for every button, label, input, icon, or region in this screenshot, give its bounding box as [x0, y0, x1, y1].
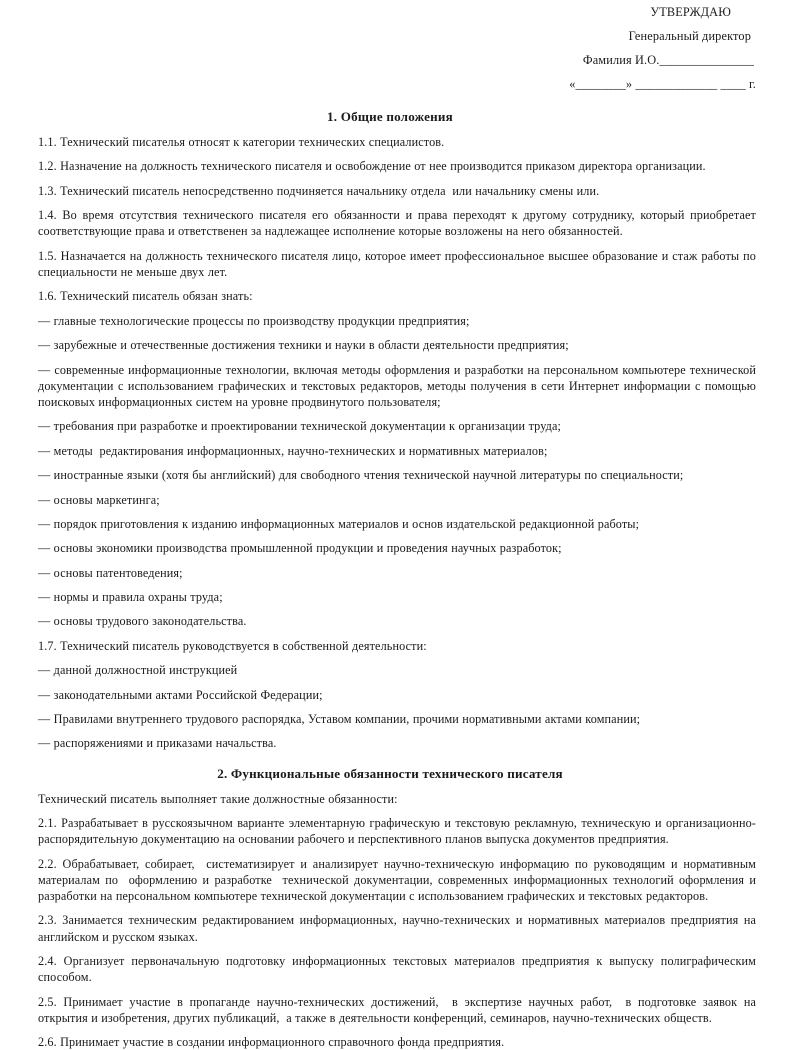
section-1-paragraphs [38, 134, 760, 752]
list-item-knowledge-9: — основы экономики производства промышленной продукции и проведения научных разработок; [38, 541, 562, 556]
paragraph-2-6: 2.6. Принимает участие в создании информационного справочного фонда предприятия. [38, 1035, 505, 1050]
approval-line-director: Генеральный директор [628, 29, 751, 43]
list-item-guidance-1: — данной должностной инструкцией [38, 663, 238, 678]
paragraph-1-2: 1.2. Назначение на должность технического писателя и освобождение от нее производится приказом директора организации. [38, 159, 706, 174]
paragraph-2-4: 2.4. Организует первоначальную подготовку информационных текстовых материалов предприятия к выпуску полиграфическим способом. [38, 953, 760, 985]
paragraph-2-2: 2.2. Обрабатывает, собирает, систематизирует и анализирует научно-техническую информацию по руководящим и нормативным материалам по оформлению и разработке технической документации, современных информационных технологий оформления и разработки на персональном компьютере технической документации с использованием графических и текстовых редакторов. [38, 856, 760, 903]
paragraph-2-intro: Технический писатель выполняет такие должностные обязанности: [38, 791, 398, 806]
list-item-knowledge-10: — основы патентоведения; [38, 565, 183, 580]
approval-line-utverzhdayu: УТВЕРЖДАЮ [650, 5, 731, 19]
paragraph-2-1: 2.1. Разрабатывает в русскоязычном варианте элементарную графическую и текстовую рекламную, техническую и организационно-распорядительную документацию на основании рабочего и перспективного планов выпуска документов предприятия. [38, 816, 756, 847]
list-item-knowledge-2: — зарубежные и отечественные достижения техники и науки в области деятельности предприятия; [38, 338, 569, 353]
paragraph-1-5: 1.5. Назначается на должность технического писателя лицо, которое имеет профессиональное высшее образование и стаж работы по специальности не меньше двух лет. [38, 248, 760, 279]
list-item-knowledge-3: — современные информационные технологии, включая методы оформления и разработки на персональном компьютере технической документации с использованием графических и текстовых редакторов, методы получения в сети Интернет информации с помощью поисковых информационных систем на уровне продвинутого пользователя; [38, 362, 760, 409]
section-heading-1: 1. Общие положения [327, 109, 453, 124]
section-2-paragraphs [38, 791, 760, 1050]
paragraph-1-4: 1.4. Во время отсутствия технического писателя его обязанности и права переходят к другому сотруднику, который приобретает соответствующие права и ответственен за надлежащее исполнение которые возложены на него обязанностей. [38, 208, 760, 239]
approval-line-name-field: Фамилия И.О._______________ [582, 53, 754, 67]
list-item-guidance-3: — Правилами внутреннего трудового распорядка, Уставом компании, прочими нормативными актами компании; [38, 712, 641, 727]
paragraph-2-5: 2.5. Принимает участие в пропаганде научно-технических достижений, в экспертизе научных работ, в подготовке заявок на открытия и изобретения, других публикаций, а также в деятельности конференций, семинаров, научно-технических обществ. [38, 994, 760, 1025]
list-item-knowledge-8: — порядок приготовления к изданию информационных материалов и основ издательской редакционной работы; [38, 516, 640, 531]
paragraph-1-1: 1.1. Технический писателья относят к категории технических специалистов. [38, 135, 445, 149]
list-item-knowledge-4: — требования при разработке и проектировании технической документации к организации труда; [38, 419, 562, 434]
paragraph-1-3: 1.3. Технический писатель непосредственно подчиняется начальнику отдела или начальнику смены или. [38, 183, 600, 198]
approval-block [38, 0, 756, 96]
list-item-knowledge-7: — основы маркетинга; [38, 492, 160, 507]
paragraph-1-7: 1.7. Технический писатель руководствуется в собственной деятельности: [38, 638, 427, 653]
list-item-knowledge-12: — основы трудового законодательства. [38, 614, 247, 629]
list-item-knowledge-1: — главные технологические процессы по производству продукции предприятия; [38, 313, 470, 328]
approval-line-date-field: «________» _____________ ____ г. [569, 77, 756, 91]
list-item-knowledge-5: — методы редактирования информационных, научно-технических и нормативных материалов; [38, 443, 548, 458]
list-item-guidance-2: — законодательными актами Российской Федерации; [38, 687, 323, 702]
list-item-knowledge-11: — нормы и правила охраны труда; [38, 590, 223, 605]
document-body [38, 96, 760, 1050]
paragraph-1-6: 1.6. Технический писатель обязан знать: [38, 289, 253, 304]
list-item-guidance-4: — распоряжениями и приказами начальства. [38, 736, 277, 751]
list-item-knowledge-6: — иностранные языки (хотя бы английский) для свободного чтения технической научной литературы по специальности; [38, 468, 684, 483]
paragraph-2-3: 2.3. Занимается техническим редактированием информационных, научно-технических и нормативных материалов предприятия на английском и русском языках. [38, 913, 760, 944]
section-heading-2: 2. Функциональные обязанности технического писателя [217, 765, 563, 781]
